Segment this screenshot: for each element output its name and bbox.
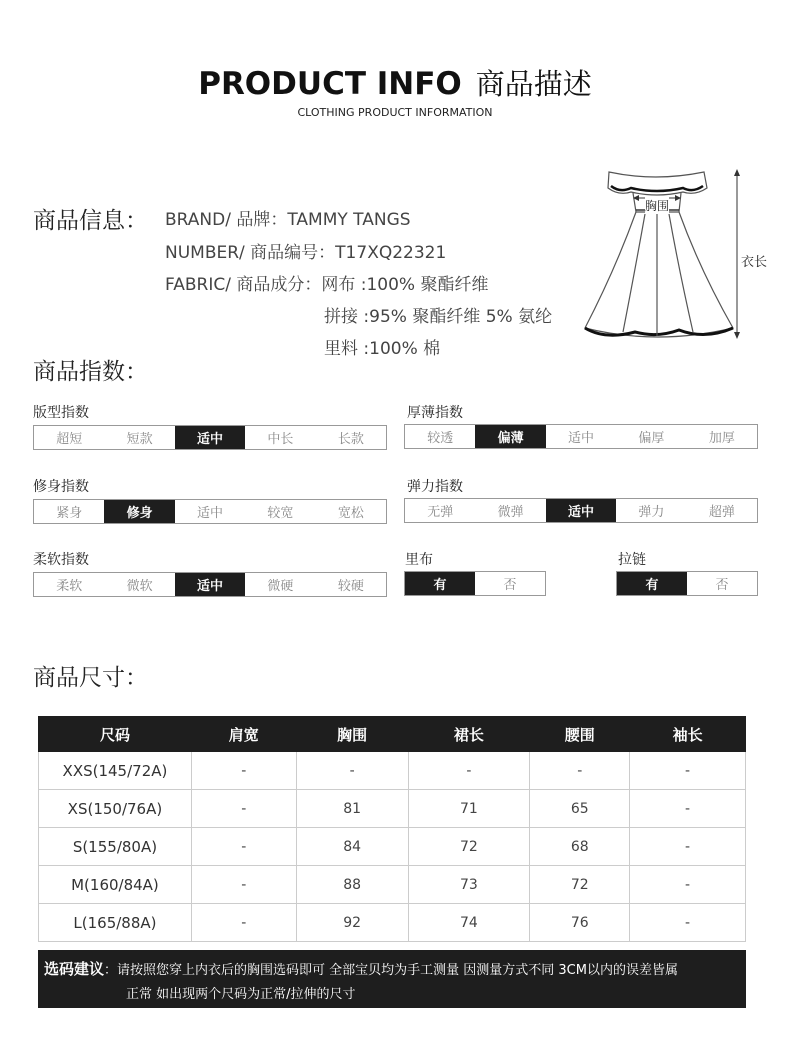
- elastic-option: 超弹: [708, 505, 735, 520]
- elastic-option: 无弹: [427, 505, 454, 520]
- table-row: [39, 866, 746, 904]
- table-cell: M(160/84A): [39, 866, 192, 904]
- header-chest: 胸围: [296, 717, 408, 752]
- elastic-index-label: 弹力指数: [407, 479, 463, 495]
- header-sleeve: 袖长: [630, 717, 746, 752]
- table-cell: 81: [296, 790, 408, 828]
- slim-option: 较宽: [267, 506, 294, 521]
- title-zh: 商品描述: [475, 67, 592, 101]
- size-section-label: 商品尺寸：: [33, 665, 148, 691]
- advice-head: 选码建议: [44, 960, 105, 978]
- table-cell: 68: [530, 828, 630, 866]
- thickness-index-scale: [404, 424, 758, 449]
- elastic-index-scale: [404, 498, 758, 523]
- header-shoulder: 肩宽: [191, 717, 296, 752]
- table-cell: -: [296, 752, 408, 790]
- fit-option: 超短: [56, 432, 83, 447]
- chest-label: 胸围: [645, 199, 670, 213]
- table-cell: -: [630, 752, 746, 790]
- zipper-label: 拉链: [618, 552, 646, 568]
- zipper-option: 有: [617, 572, 687, 595]
- lining-option: 有: [405, 572, 475, 595]
- table-row: [39, 904, 746, 942]
- soft-option: 微硬: [267, 579, 294, 594]
- elastic-option: 微弹: [497, 505, 524, 520]
- advice-text-1: ：请按照您穿上内衣后的胸围选码即可 全部宝贝均为手工测量 因测量方式不同 3CM以内的误差皆属: [104, 963, 678, 978]
- thickness-option: 偏薄: [475, 425, 545, 448]
- slim-option: 宽松: [337, 506, 364, 521]
- table-cell: -: [191, 828, 296, 866]
- table-cell: S(155/80A): [39, 828, 192, 866]
- size-table: [38, 716, 746, 942]
- page-subtitle: CLOTHING PRODUCT INFORMATION: [297, 106, 493, 119]
- soft-option: 微软: [126, 579, 153, 594]
- brand-line: BRAND/ 品牌：TAMMY TANGS: [165, 210, 411, 230]
- table-cell: 88: [296, 866, 408, 904]
- size-advice-box: [38, 950, 746, 1008]
- table-cell: -: [191, 904, 296, 942]
- fit-index-label: 版型指数: [33, 405, 89, 421]
- table-cell: XXS(145/72A): [39, 752, 192, 790]
- table-cell: -: [191, 866, 296, 904]
- slim-index-label: 修身指数: [33, 479, 89, 495]
- page-title: [0, 62, 790, 103]
- elastic-option: 弹力: [638, 505, 665, 520]
- lining-scale: [404, 571, 546, 596]
- table-cell: -: [530, 752, 630, 790]
- table-row: [39, 828, 746, 866]
- fabric-line-3: 里料 :100% 棉: [324, 339, 441, 359]
- fit-option: 适中: [175, 426, 245, 449]
- length-label: 衣长: [741, 255, 768, 270]
- table-cell: -: [630, 904, 746, 942]
- table-cell: 72: [530, 866, 630, 904]
- slim-option: 紧身: [56, 506, 83, 521]
- advice-text-2: 正常 如出现两个尺码为正常/拉伸的尺寸: [126, 987, 356, 1002]
- fit-option: 短款: [126, 432, 153, 447]
- number-line: NUMBER/ 商品编号：T17XQ22321: [165, 243, 447, 263]
- soft-index-label: 柔软指数: [33, 552, 89, 568]
- table-cell: 76: [530, 904, 630, 942]
- thickness-index-label: 厚薄指数: [407, 405, 463, 421]
- zipper-scale: [616, 571, 758, 596]
- table-cell: 92: [296, 904, 408, 942]
- header-size: 尺码: [39, 717, 192, 752]
- soft-option: 较硬: [337, 579, 364, 594]
- table-cell: 72: [408, 828, 530, 866]
- table-cell: XS(150/76A): [39, 790, 192, 828]
- fabric-line: FABRIC/ 商品成分：网布 :100% 聚酯纤维: [165, 275, 489, 295]
- slim-option: 修身: [104, 500, 174, 523]
- table-cell: L(165/88A): [39, 904, 192, 942]
- thickness-option: 适中: [568, 431, 595, 446]
- elastic-option: 适中: [546, 499, 616, 522]
- size-table-header: [39, 717, 746, 752]
- lining-label: 里布: [405, 552, 433, 568]
- info-section-label: 商品信息：: [33, 208, 148, 234]
- table-cell: -: [191, 790, 296, 828]
- table-cell: 74: [408, 904, 530, 942]
- header-length: 裙长: [408, 717, 530, 752]
- header-waist: 腰围: [530, 717, 630, 752]
- fit-index-scale: [33, 425, 387, 450]
- slim-option: 适中: [197, 506, 224, 521]
- table-cell: 73: [408, 866, 530, 904]
- thickness-option: 偏厚: [638, 431, 665, 446]
- table-cell: -: [191, 752, 296, 790]
- table-row: [39, 752, 746, 790]
- fabric-line-2: 拼接 :95% 聚酯纤维 5% 氨纶: [324, 307, 553, 327]
- table-cell: 84: [296, 828, 408, 866]
- thickness-option: 较透: [427, 431, 454, 446]
- table-cell: -: [630, 866, 746, 904]
- table-row: [39, 790, 746, 828]
- zipper-option: 否: [715, 578, 729, 593]
- fit-option: 中长: [267, 432, 294, 447]
- index-section-label: 商品指数：: [33, 359, 148, 385]
- slim-index-scale: [33, 499, 387, 524]
- table-cell: -: [408, 752, 530, 790]
- fit-option: 长款: [337, 432, 364, 447]
- thickness-option: 加厚: [708, 431, 735, 446]
- soft-index-scale: [33, 572, 387, 597]
- table-cell: 71: [408, 790, 530, 828]
- title-en: PRODUCT INFO: [198, 66, 462, 102]
- table-cell: -: [630, 828, 746, 866]
- table-cell: -: [630, 790, 746, 828]
- lining-option: 否: [503, 578, 517, 593]
- soft-option: 柔软: [56, 579, 83, 594]
- soft-option: 适中: [175, 573, 245, 596]
- table-cell: 65: [530, 790, 630, 828]
